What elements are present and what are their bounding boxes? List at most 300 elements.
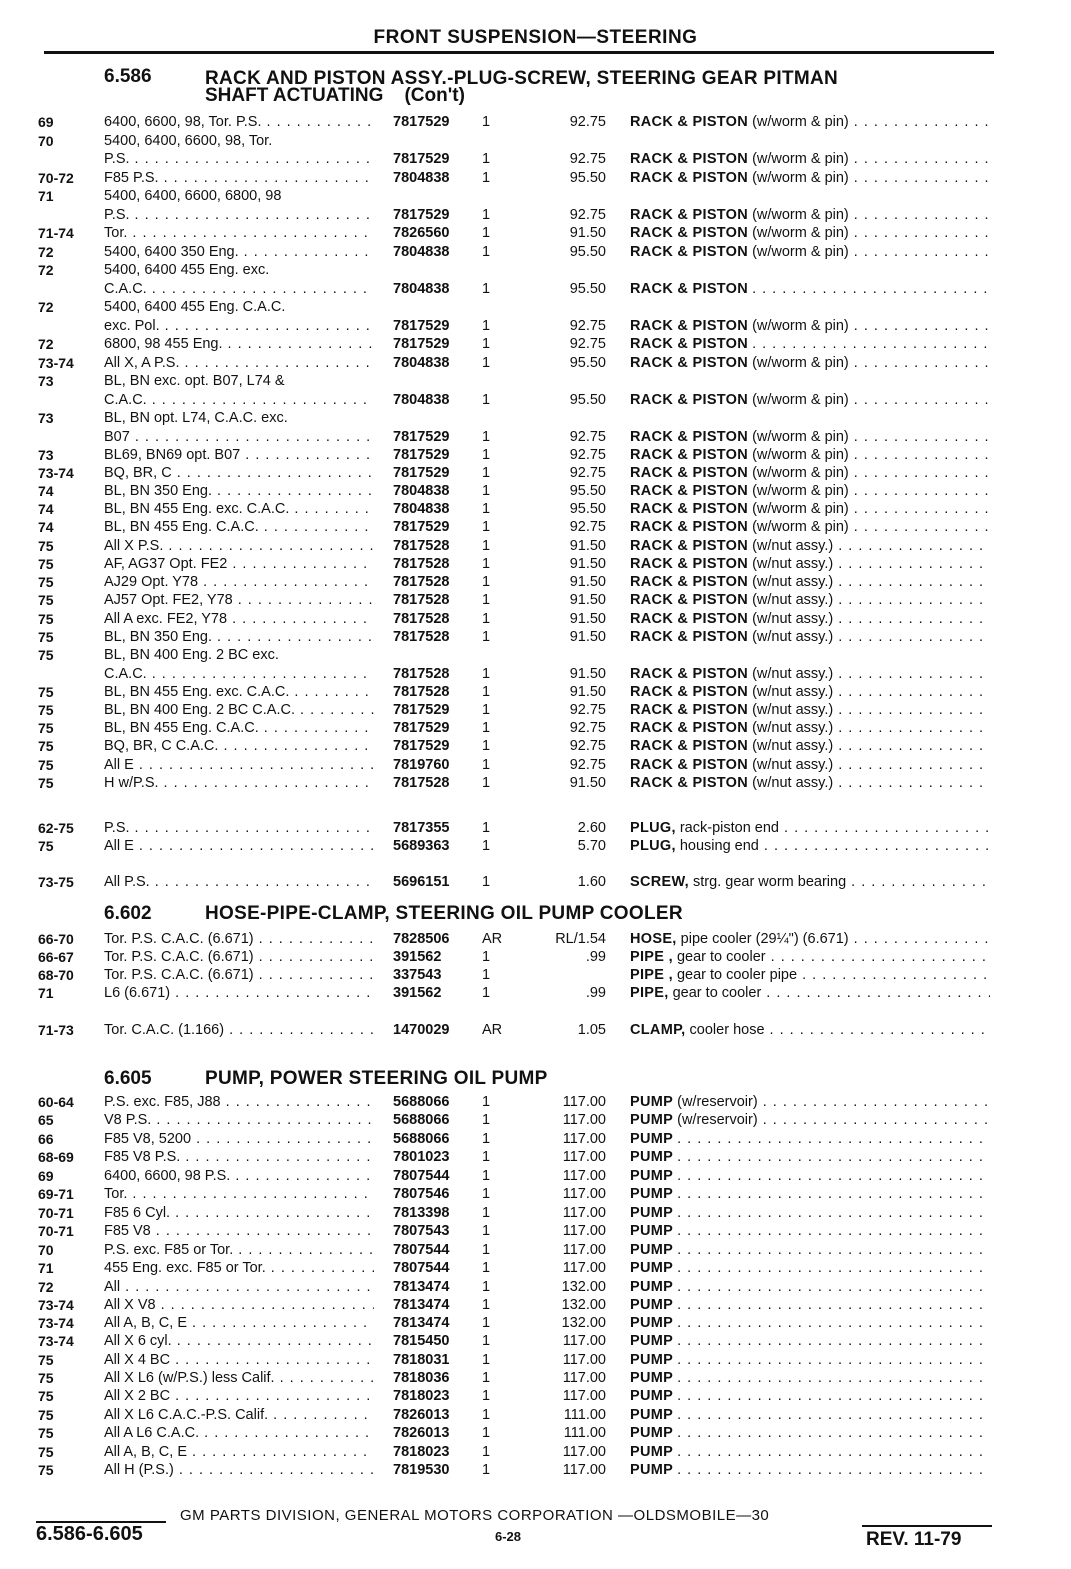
year-range: 75 bbox=[38, 1352, 54, 1368]
price: 92.75 bbox=[569, 429, 606, 445]
part-number: 7818023 bbox=[393, 1444, 450, 1460]
model-application: 5400, 6400 350 Eng. . . . bbox=[104, 243, 374, 261]
price: 117.00 bbox=[562, 1444, 606, 1460]
part-number: 7807544 bbox=[393, 1242, 450, 1258]
quantity: 1 bbox=[482, 757, 491, 773]
quantity: 1 bbox=[482, 1112, 491, 1128]
price: 91.50 bbox=[569, 592, 606, 608]
part-name-label: PUMP bbox=[630, 1352, 674, 1368]
part-name bbox=[630, 1111, 990, 1129]
part-name bbox=[630, 610, 990, 628]
part-name-label: PUMP bbox=[630, 1279, 674, 1295]
part-description: (w/worm & pin) bbox=[752, 151, 849, 167]
year-range: 68-70 bbox=[38, 967, 74, 983]
part-number: 7817355 bbox=[393, 820, 450, 836]
price: 92.75 bbox=[569, 465, 606, 481]
model-application: C.A.C. . . . bbox=[104, 665, 374, 683]
part-number: 7804838 bbox=[393, 170, 450, 186]
table-row bbox=[0, 1241, 1071, 1259]
table-row bbox=[0, 206, 1071, 224]
part-name-label: RACK & PISTON bbox=[630, 720, 749, 736]
part-name-label: PUMP bbox=[630, 1333, 674, 1349]
part-name-label: RACK & PISTON bbox=[630, 775, 749, 791]
part-description: cooler hose bbox=[689, 1022, 765, 1038]
model-application: All A L6 C.A.C. . . . bbox=[104, 1424, 374, 1442]
quantity: 1 bbox=[482, 447, 491, 463]
price: 111.00 bbox=[563, 1407, 606, 1423]
footer-rule bbox=[862, 1525, 992, 1527]
year-range: 75 bbox=[38, 1370, 54, 1386]
model-application: 6400, 6600, 98 P.S. . . . bbox=[104, 1167, 374, 1185]
part-name bbox=[630, 719, 990, 737]
quantity: 1 bbox=[482, 1168, 491, 1184]
model-application: All X 2 BC . . . bbox=[104, 1387, 374, 1405]
table-row bbox=[0, 464, 1071, 482]
model-application: 5400, 6400 455 Eng. C.A.C. bbox=[104, 299, 286, 315]
part-name-label: PUMP bbox=[630, 1444, 674, 1460]
model-application: P.S. . . . bbox=[104, 819, 374, 837]
quantity: 1 bbox=[482, 666, 491, 682]
year-range: 74 bbox=[38, 519, 54, 535]
price: 95.50 bbox=[569, 244, 606, 260]
part-number: 7817528 bbox=[393, 538, 450, 554]
price: 91.50 bbox=[569, 574, 606, 590]
model-application: All X L6 C.A.C.-P.S. Calif. . . . bbox=[104, 1406, 374, 1424]
year-range: 65 bbox=[38, 1112, 54, 1128]
part-name bbox=[630, 113, 990, 131]
quantity: 1 bbox=[482, 336, 491, 352]
table-row bbox=[0, 1185, 1071, 1203]
part-name bbox=[630, 555, 990, 573]
part-name-label: RACK & PISTON bbox=[630, 318, 749, 334]
part-name bbox=[630, 354, 990, 372]
year-range: 66-67 bbox=[38, 949, 74, 965]
part-name bbox=[630, 317, 990, 335]
model-application: All A, B, C, E . . . bbox=[104, 1443, 374, 1461]
year-range: 75 bbox=[38, 1462, 54, 1478]
price: 92.75 bbox=[569, 207, 606, 223]
price: 92.75 bbox=[569, 151, 606, 167]
quantity: 1 bbox=[482, 207, 491, 223]
part-number: 7804838 bbox=[393, 244, 450, 260]
table-row bbox=[0, 930, 1071, 948]
table-row bbox=[0, 1259, 1071, 1277]
price: 132.00 bbox=[561, 1297, 606, 1313]
part-name bbox=[630, 683, 990, 701]
part-number: 337543 bbox=[393, 967, 442, 983]
part-name bbox=[630, 335, 990, 353]
part-name-label: PUMP bbox=[630, 1242, 674, 1258]
quantity: 1 bbox=[482, 775, 491, 791]
model-application: 6800, 98 455 Eng. . . . bbox=[104, 335, 374, 353]
part-name-label: RACK & PISTON bbox=[630, 702, 749, 718]
table-row bbox=[0, 1443, 1071, 1461]
part-number: 7807543 bbox=[393, 1223, 450, 1239]
price: 95.50 bbox=[569, 170, 606, 186]
part-name bbox=[630, 500, 990, 518]
part-number: 7817529 bbox=[393, 702, 450, 718]
table-row bbox=[0, 1278, 1071, 1296]
price: .99 bbox=[585, 985, 606, 1001]
part-name-label: RACK & PISTON bbox=[630, 114, 749, 130]
price: 92.75 bbox=[569, 738, 606, 754]
model-application: 5400, 6400, 6600, 6800, 98 bbox=[104, 188, 282, 204]
price: 92.75 bbox=[569, 757, 606, 773]
part-name-label: PUMP bbox=[630, 1315, 674, 1331]
part-name bbox=[630, 482, 990, 500]
header-rule bbox=[44, 51, 994, 54]
part-number: 391562 bbox=[393, 949, 442, 965]
price: 117.00 bbox=[562, 1260, 606, 1276]
year-range: 75 bbox=[38, 1407, 54, 1423]
part-name-label: PIPE , bbox=[630, 949, 673, 965]
table-row bbox=[0, 335, 1071, 353]
price: 92.75 bbox=[569, 519, 606, 535]
part-name-label: RACK & PISTON bbox=[630, 465, 749, 481]
year-range: 70 bbox=[38, 1242, 54, 1258]
price: 117.00 bbox=[562, 1333, 606, 1349]
part-name-label: RACK & PISTON bbox=[630, 355, 749, 371]
model-application: P.S. exc. F85, J88 . . . bbox=[104, 1093, 374, 1111]
table-row bbox=[0, 1424, 1071, 1442]
year-range: 75 bbox=[38, 720, 54, 736]
price: 95.50 bbox=[569, 281, 606, 297]
part-name bbox=[630, 224, 990, 242]
price: RL/1.54 bbox=[555, 931, 606, 947]
table-row bbox=[0, 150, 1071, 168]
part-description: (w/nut assy.) bbox=[752, 702, 834, 718]
year-range: 72 bbox=[38, 336, 54, 352]
table-row bbox=[0, 518, 1071, 536]
part-name-label: PUMP bbox=[630, 1407, 674, 1423]
section-title: HOSE-PIPE-CLAMP, STEERING OIL PUMP COOLER bbox=[205, 903, 683, 924]
quantity: 1 bbox=[482, 281, 491, 297]
price: 111.00 bbox=[563, 1425, 606, 1441]
model-application: Tor. P.S. C.A.C. (6.671) . . . bbox=[104, 930, 374, 948]
model-application: BQ, BR, C . . . bbox=[104, 464, 374, 482]
table-row bbox=[0, 1387, 1071, 1405]
part-description: (w/worm & pin) bbox=[752, 392, 849, 408]
model-application: 6400, 6600, 98, Tor. P.S. . . . bbox=[104, 113, 374, 131]
model-application: All H (P.S.) . . . bbox=[104, 1461, 374, 1479]
year-range: 72 bbox=[38, 262, 54, 278]
table-row bbox=[0, 187, 1071, 205]
table-row bbox=[0, 446, 1071, 464]
part-name-label: RACK & PISTON bbox=[630, 738, 749, 754]
part-number: 7826560 bbox=[393, 225, 450, 241]
price: 117.00 bbox=[562, 1462, 606, 1478]
table-row bbox=[0, 409, 1071, 427]
year-range: 66 bbox=[38, 1131, 54, 1147]
part-number: 7819530 bbox=[393, 1462, 450, 1478]
quantity: 1 bbox=[482, 244, 491, 260]
part-number: 7826013 bbox=[393, 1425, 450, 1441]
quantity: 1 bbox=[482, 574, 491, 590]
model-application: All X L6 (w/P.S.) less Calif. . . . bbox=[104, 1369, 374, 1387]
quantity: 1 bbox=[482, 1149, 491, 1165]
part-name bbox=[630, 1204, 990, 1222]
price: 132.00 bbox=[561, 1315, 606, 1331]
part-name bbox=[630, 737, 990, 755]
section-title: RACK AND PISTON ASSY.-PLUG-SCREW, STEERING GEAR PITMAN bbox=[205, 68, 839, 89]
part-description: (w/worm & pin) bbox=[752, 465, 849, 481]
model-application: F85 6 Cyl. . . . bbox=[104, 1204, 374, 1222]
part-name bbox=[630, 169, 990, 187]
part-description: (w/nut assy.) bbox=[752, 738, 834, 754]
part-number: 7813474 bbox=[393, 1297, 450, 1313]
price: 92.75 bbox=[569, 318, 606, 334]
part-name-label: PUMP bbox=[630, 1131, 674, 1147]
part-number: 7828506 bbox=[393, 931, 450, 947]
part-description: (w/worm & pin) bbox=[752, 244, 849, 260]
quantity: 1 bbox=[482, 967, 491, 983]
part-number: 7817529 bbox=[393, 207, 450, 223]
quantity: 1 bbox=[482, 820, 491, 836]
model-application: P.S. exc. F85 or Tor. . . . bbox=[104, 1241, 374, 1259]
part-description: (w/worm & pin) bbox=[752, 318, 849, 334]
year-range: 69 bbox=[38, 114, 54, 130]
part-name-label: PUMP bbox=[630, 1112, 674, 1128]
table-row bbox=[0, 1204, 1071, 1222]
part-number: 7817529 bbox=[393, 151, 450, 167]
price: 91.50 bbox=[569, 684, 606, 700]
part-name-label: RACK & PISTON bbox=[630, 483, 749, 499]
table-row bbox=[0, 1406, 1071, 1424]
table-row bbox=[0, 610, 1071, 628]
year-range: 75 bbox=[38, 757, 54, 773]
quantity: 1 bbox=[482, 838, 491, 854]
price: 91.50 bbox=[569, 225, 606, 241]
part-name bbox=[630, 1130, 990, 1148]
part-name-label: PUMP bbox=[630, 1425, 674, 1441]
part-name-label: PUMP bbox=[630, 1205, 674, 1221]
part-number: 7817529 bbox=[393, 318, 450, 334]
part-description: (w/nut assy.) bbox=[752, 574, 834, 590]
part-name bbox=[630, 1093, 990, 1111]
part-name bbox=[630, 1241, 990, 1259]
part-description: (w/nut assy.) bbox=[752, 556, 834, 572]
part-description: (w/nut assy.) bbox=[752, 684, 834, 700]
part-description: housing end bbox=[679, 838, 759, 854]
model-application: AF, AG37 Opt. FE2 . . . bbox=[104, 555, 374, 573]
part-name-label: RACK & PISTON bbox=[630, 757, 749, 773]
quantity: 1 bbox=[482, 1186, 491, 1202]
part-number: 7818031 bbox=[393, 1352, 450, 1368]
quantity: 1 bbox=[482, 1260, 491, 1276]
year-range: 75 bbox=[38, 702, 54, 718]
year-range: 69 bbox=[38, 1168, 54, 1184]
part-name bbox=[630, 391, 990, 409]
quantity: 1 bbox=[482, 949, 491, 965]
quantity: 1 bbox=[482, 1242, 491, 1258]
year-range: 75 bbox=[38, 592, 54, 608]
price: 117.00 bbox=[562, 1352, 606, 1368]
part-number: 5688066 bbox=[393, 1131, 450, 1147]
part-description: (w/nut assy.) bbox=[752, 629, 834, 645]
part-name bbox=[630, 966, 990, 984]
part-name bbox=[630, 280, 990, 298]
part-name bbox=[630, 1278, 990, 1296]
year-range: 75 bbox=[38, 611, 54, 627]
year-range: 73-74 bbox=[38, 465, 74, 481]
table-row bbox=[0, 428, 1071, 446]
quantity: 1 bbox=[482, 151, 491, 167]
price: 91.50 bbox=[569, 556, 606, 572]
quantity: 1 bbox=[482, 483, 491, 499]
table-row bbox=[0, 966, 1071, 984]
part-number: 7804838 bbox=[393, 281, 450, 297]
model-application: C.A.C. . . . bbox=[104, 391, 374, 409]
part-name-label: RACK & PISTON bbox=[630, 592, 749, 608]
price: 95.50 bbox=[569, 355, 606, 371]
part-number: 7817529 bbox=[393, 336, 450, 352]
part-number: 7817528 bbox=[393, 592, 450, 608]
model-application: AJ57 Opt. FE2, Y78 . . . bbox=[104, 591, 374, 609]
table-row bbox=[0, 1369, 1071, 1387]
part-description: (w/reservoir) bbox=[677, 1112, 758, 1128]
year-range: 73-74 bbox=[38, 1297, 74, 1313]
part-description: (w/reservoir) bbox=[677, 1094, 758, 1110]
part-name-label: PUMP bbox=[630, 1370, 674, 1386]
table-row bbox=[0, 737, 1071, 755]
quantity: 1 bbox=[482, 702, 491, 718]
part-name-label: RACK & PISTON bbox=[630, 538, 749, 554]
year-range: 74 bbox=[38, 501, 54, 517]
part-name-label: RACK & PISTON bbox=[630, 501, 749, 517]
part-description: (w/worm & pin) bbox=[752, 483, 849, 499]
part-name-label: PUMP bbox=[630, 1462, 674, 1478]
part-name-label: RACK & PISTON bbox=[630, 429, 749, 445]
year-range: 75 bbox=[38, 775, 54, 791]
model-application: H w/P.S. . . . bbox=[104, 774, 374, 792]
table-row bbox=[0, 555, 1071, 573]
quantity: 1 bbox=[482, 1279, 491, 1295]
part-name bbox=[630, 948, 990, 966]
model-application: V8 P.S. . . . bbox=[104, 1111, 374, 1129]
price: 91.50 bbox=[569, 775, 606, 791]
part-number: 7817528 bbox=[393, 574, 450, 590]
year-range: 72 bbox=[38, 244, 54, 260]
year-range: 68-69 bbox=[38, 1149, 74, 1165]
table-row bbox=[0, 280, 1071, 298]
price: 117.00 bbox=[562, 1112, 606, 1128]
part-number: 7804838 bbox=[393, 483, 450, 499]
part-name-label: RACK & PISTON bbox=[630, 207, 749, 223]
price: 132.00 bbox=[561, 1279, 606, 1295]
table-row bbox=[0, 169, 1071, 187]
quantity: 1 bbox=[482, 1094, 491, 1110]
model-application: F85 V8 . . . bbox=[104, 1222, 374, 1240]
price: 91.50 bbox=[569, 666, 606, 682]
model-application: All X, A P.S. . . . bbox=[104, 354, 374, 372]
part-name bbox=[630, 1148, 990, 1166]
part-name bbox=[630, 1406, 990, 1424]
part-description: gear to cooler bbox=[676, 949, 766, 965]
model-application: Tor. P.S. C.A.C. (6.671) . . . bbox=[104, 966, 374, 984]
part-name bbox=[630, 591, 990, 609]
price: 1.60 bbox=[577, 874, 606, 890]
year-range: 75 bbox=[38, 1425, 54, 1441]
part-name-label: RACK & PISTON bbox=[630, 684, 749, 700]
part-name bbox=[630, 1167, 990, 1185]
quantity: 1 bbox=[482, 1205, 491, 1221]
model-application: BL, BN 400 Eng. 2 BC C.A.C. . . . bbox=[104, 701, 374, 719]
year-range: 70-72 bbox=[38, 170, 74, 186]
quantity: 1 bbox=[482, 1223, 491, 1239]
part-number: 7817529 bbox=[393, 429, 450, 445]
part-name bbox=[630, 984, 990, 1002]
quantity: 1 bbox=[482, 1131, 491, 1147]
year-range: 75 bbox=[38, 556, 54, 572]
model-application: Tor. . . . bbox=[104, 224, 374, 242]
year-range: 75 bbox=[38, 838, 54, 854]
year-range: 75 bbox=[38, 1444, 54, 1460]
year-range: 71 bbox=[38, 1260, 54, 1276]
price: 117.00 bbox=[562, 1168, 606, 1184]
part-name bbox=[630, 1259, 990, 1277]
part-name-label: RACK & PISTON bbox=[630, 629, 749, 645]
part-number: 7817528 bbox=[393, 556, 450, 572]
price: 117.00 bbox=[562, 1223, 606, 1239]
part-name bbox=[630, 1369, 990, 1387]
part-name bbox=[630, 756, 990, 774]
model-application: All P.S. . . . bbox=[104, 873, 374, 891]
part-name-label: RACK & PISTON bbox=[630, 225, 749, 241]
model-application: 5400, 6400, 6600, 98, Tor. bbox=[104, 133, 273, 149]
part-name bbox=[630, 150, 990, 168]
part-number: 7815450 bbox=[393, 1333, 450, 1349]
model-application: BL, BN opt. L74, C.A.C. exc. bbox=[104, 410, 288, 426]
table-row bbox=[0, 298, 1071, 316]
model-application: Tor. P.S. C.A.C. (6.671) . . . bbox=[104, 948, 374, 966]
table-row bbox=[0, 113, 1071, 131]
quantity: 1 bbox=[482, 556, 491, 572]
table-row bbox=[0, 500, 1071, 518]
quantity: 1 bbox=[482, 985, 491, 1001]
footer-publisher: GM PARTS DIVISION, GENERAL MOTORS CORPORATION —OLDSMOBILE—30 bbox=[180, 1507, 770, 1524]
part-name bbox=[630, 428, 990, 446]
part-description: gear to cooler pipe bbox=[676, 967, 798, 983]
part-number: 7804838 bbox=[393, 392, 450, 408]
model-application: All E . . . bbox=[104, 756, 374, 774]
table-row bbox=[0, 837, 1071, 855]
year-range: 75 bbox=[38, 647, 54, 663]
price: 92.75 bbox=[569, 720, 606, 736]
model-application: All X 6 cyl. . . . bbox=[104, 1332, 374, 1350]
table-row bbox=[0, 756, 1071, 774]
part-name-label: PUMP bbox=[630, 1168, 674, 1184]
quantity: 1 bbox=[482, 1370, 491, 1386]
table-row bbox=[0, 1093, 1071, 1111]
part-name bbox=[630, 701, 990, 719]
part-name-label: RACK & PISTON bbox=[630, 151, 749, 167]
model-application: All E . . . bbox=[104, 837, 374, 855]
footer-revision: REV. 11-79 bbox=[866, 1529, 962, 1550]
part-name-label: PLUG, bbox=[630, 838, 676, 854]
quantity: 1 bbox=[482, 318, 491, 334]
price: 117.00 bbox=[562, 1388, 606, 1404]
model-application: Tor. C.A.C. (1.166) . . . bbox=[104, 1021, 374, 1039]
year-range: 71-74 bbox=[38, 225, 74, 241]
table-row bbox=[0, 1461, 1071, 1479]
part-description: (w/worm & pin) bbox=[752, 447, 849, 463]
price: 95.50 bbox=[569, 483, 606, 499]
table-row bbox=[0, 628, 1071, 646]
table-row bbox=[0, 391, 1071, 409]
model-application: All A exc. FE2, Y78 . . . bbox=[104, 610, 374, 628]
model-application: BL, BN 455 Eng. exc. C.A.C. . . . bbox=[104, 683, 374, 701]
part-number: 7807544 bbox=[393, 1168, 450, 1184]
